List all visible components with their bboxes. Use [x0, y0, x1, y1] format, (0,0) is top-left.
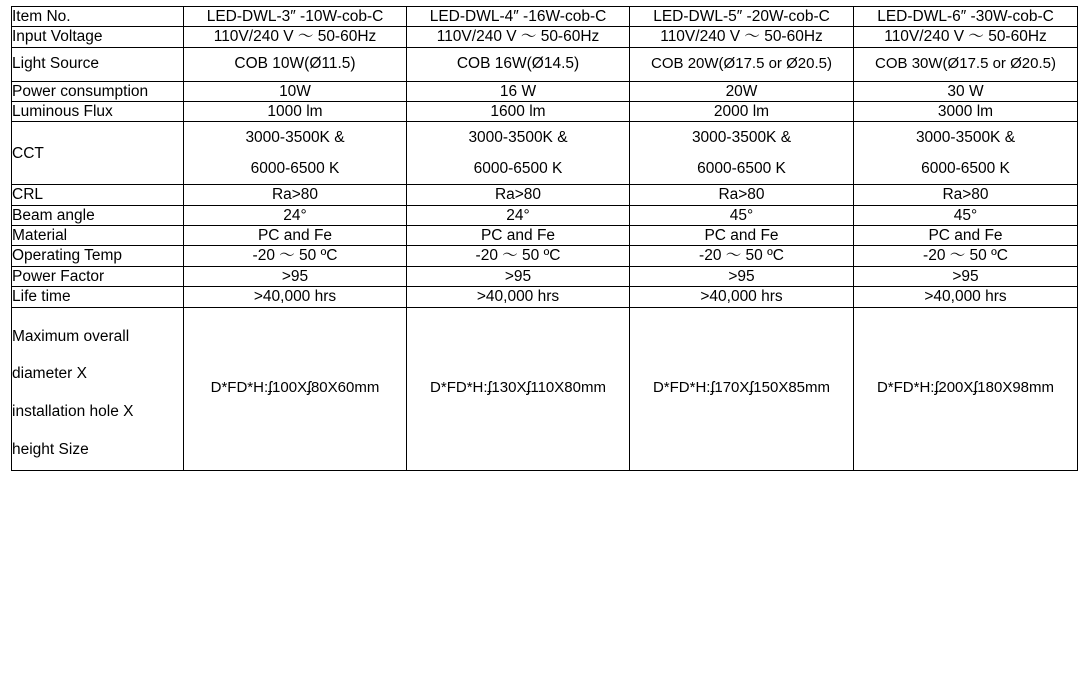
- row-value: D*FD*H:ʄ130Xʄ110X80mm: [407, 307, 630, 470]
- row-value: 16 W: [407, 81, 630, 101]
- table-row-dimensions: [12, 307, 1078, 470]
- specification-table: [11, 6, 1078, 471]
- row-value: COB 10W(Ø11.5): [184, 47, 407, 81]
- row-label-line-3: installation hole X: [12, 403, 134, 421]
- row-label: Power consumption: [12, 81, 184, 101]
- row-label: Input Voltage: [12, 27, 184, 47]
- row-value: COB 20W(Ø17.5 or Ø20.5): [630, 47, 854, 81]
- row-value: 2000 lm: [630, 101, 854, 121]
- table-row: [12, 205, 1078, 225]
- table-row: [12, 246, 1078, 266]
- row-value: D*FD*H:ʄ200Xʄ180X98mm: [854, 307, 1078, 470]
- cct-line-2: 6000-6500 K: [697, 160, 786, 178]
- row-label: CRL: [12, 185, 184, 205]
- header-cell-model-3: LED-DWL-5″ -20W-cob-C: [630, 7, 854, 27]
- header-cell-model-2: LED-DWL-4″ -16W-cob-C: [407, 7, 630, 27]
- row-value: [184, 122, 407, 185]
- row-label: Life time: [12, 287, 184, 307]
- table-row: [12, 47, 1078, 81]
- header-cell-item-no: Item No.: [12, 7, 184, 27]
- table-row: [12, 226, 1078, 246]
- table-row: [12, 101, 1078, 121]
- table-row: [12, 185, 1078, 205]
- row-value: Ra>80: [184, 185, 407, 205]
- row-value: COB 16W(Ø14.5): [407, 47, 630, 81]
- row-value: 110V/240 V ～ 50-60Hz: [184, 27, 407, 47]
- row-value: >95: [407, 266, 630, 286]
- row-value: Ra>80: [407, 185, 630, 205]
- table-row: [12, 27, 1078, 47]
- row-value: [854, 122, 1078, 185]
- header-cell-model-1: LED-DWL-3″ -10W-cob-C: [184, 7, 407, 27]
- cct-line-2: 6000-6500 K: [250, 160, 340, 178]
- row-value: Ra>80: [854, 185, 1078, 205]
- cct-line-1: 3000-3500K &: [915, 129, 1016, 147]
- table-row-header: [12, 7, 1078, 27]
- cct-line-1: 3000-3500K &: [245, 129, 345, 147]
- row-value: D*FD*H:ʄ170Xʄ150X85mm: [630, 307, 854, 470]
- row-value: -20 ～ 50 ºC: [630, 246, 854, 266]
- table-row: [12, 287, 1078, 307]
- row-value: 10W: [184, 81, 407, 101]
- row-value: 45°: [630, 205, 854, 225]
- row-label: Operating Temp: [12, 246, 184, 266]
- spec-sheet: [0, 6, 1088, 689]
- row-label-line-2: diameter X: [12, 365, 87, 383]
- row-value: 1000 lm: [184, 101, 407, 121]
- row-value: >95: [184, 266, 407, 286]
- row-label: Beam angle: [12, 205, 184, 225]
- row-value: COB 30W(Ø17.5 or Ø20.5): [854, 47, 1078, 81]
- row-label: CCT: [12, 122, 184, 185]
- cct-line-2: 6000-6500 K: [921, 160, 1010, 178]
- row-value: >95: [854, 266, 1078, 286]
- row-value: >40,000 hrs: [630, 287, 854, 307]
- header-cell-model-4: LED-DWL-6″ -30W-cob-C: [854, 7, 1078, 27]
- row-value: [630, 122, 854, 185]
- row-value: 110V/240 V ～ 50-60Hz: [854, 27, 1078, 47]
- row-value: >40,000 hrs: [854, 287, 1078, 307]
- row-label: Power Factor: [12, 266, 184, 286]
- row-value: PC and Fe: [407, 226, 630, 246]
- row-value: 3000 lm: [854, 101, 1078, 121]
- row-value: 110V/240 V ～ 50-60Hz: [407, 27, 630, 47]
- row-value: PC and Fe: [184, 226, 407, 246]
- cct-line-2: 6000-6500 K: [473, 160, 563, 178]
- row-value: >40,000 hrs: [407, 287, 630, 307]
- row-value: >95: [630, 266, 854, 286]
- cct-line-1: 3000-3500K &: [691, 129, 792, 147]
- table-row-cct: [12, 122, 1078, 185]
- row-value: 20W: [630, 81, 854, 101]
- row-value: -20 ～ 50 ºC: [854, 246, 1078, 266]
- row-label: Light Source: [12, 47, 184, 81]
- row-value: D*FD*H:ʄ100Xʄ80X60mm: [184, 307, 407, 470]
- row-label: Material: [12, 226, 184, 246]
- row-value: 30 W: [854, 81, 1078, 101]
- row-value: -20 ～ 50 ºC: [407, 246, 630, 266]
- row-label-line-4: height Size: [12, 441, 89, 459]
- row-value: Ra>80: [630, 185, 854, 205]
- row-label: Luminous Flux: [12, 101, 184, 121]
- table-row: [12, 81, 1078, 101]
- row-value: 24°: [184, 205, 407, 225]
- row-value: 110V/240 V ～ 50-60Hz: [630, 27, 854, 47]
- cct-line-1: 3000-3500K &: [468, 129, 568, 147]
- row-value: PC and Fe: [630, 226, 854, 246]
- row-label-line-1: Maximum overall: [12, 327, 130, 345]
- row-value: 45°: [854, 205, 1078, 225]
- row-value: 24°: [407, 205, 630, 225]
- row-label: [12, 307, 184, 470]
- row-value: -20 ～ 50 ºC: [184, 246, 407, 266]
- row-value: PC and Fe: [854, 226, 1078, 246]
- row-value: >40,000 hrs: [184, 287, 407, 307]
- row-value: [407, 122, 630, 185]
- row-value: 1600 lm: [407, 101, 630, 121]
- table-row: [12, 266, 1078, 286]
